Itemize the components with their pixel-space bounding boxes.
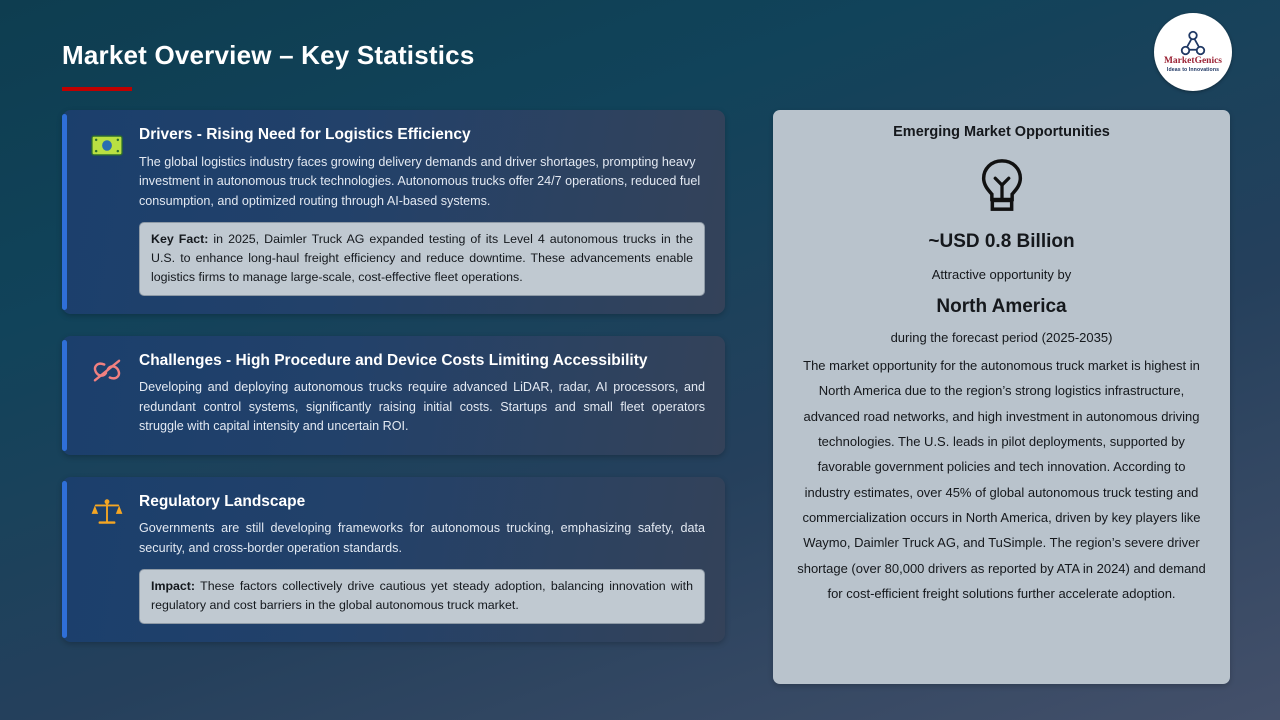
panel-title: Emerging Market Opportunities: [893, 124, 1110, 140]
card-title: Drivers - Rising Need for Logistics Efficiency: [139, 126, 471, 143]
forecast-period: during the forecast period (2025-2035): [890, 330, 1113, 345]
callout-label: Impact:: [151, 579, 196, 594]
card-regulatory: [62, 477, 725, 642]
title-underline-accent: [62, 87, 132, 91]
callout-text: in 2025, Daimler Truck AG expanded testing of its Level 4 autonomous trucks in the U.S. to enhance long-haul freight efficiency and reduce downtime. These advancements enable logistics firms to manage large-scale, cost-effective fleet operations.: [151, 232, 693, 284]
callout-label: Key Fact:: [151, 232, 209, 247]
card-accent-bar: [62, 114, 67, 310]
opportunity-subtitle: Attractive opportunity by: [931, 267, 1072, 282]
card-drivers: [62, 110, 725, 314]
opportunity-value: ~USD 0.8 Billion: [928, 231, 1075, 252]
lightbulb-icon: [976, 158, 1028, 214]
insight-cards-column: [62, 110, 725, 664]
panel-paragraph: The market opportunity for the autonomous truck market is highest in North America due to the region’s strong logistics infrastructure, advanced road networks, and high investment in autonomous driving technologies. The U.S. leads in pilot deployments, supported by favorable government policies and tech innovation. According to industry estimates, over 45% of global autonomous truck testing and commercialization occurs in North America, driven by key players like Waymo, Daimler Truck AG, and TuSimple. The region’s severe driver shortage (over 80,000 drivers as reported by ATA in 2024) and demand for cost-efficient freight solutions further accelerate adoption.: [797, 358, 1206, 602]
balance-scales-icon: [90, 495, 124, 529]
card-accent-bar: [62, 481, 67, 638]
card-title: Challenges - High Procedure and Device Costs Limiting Accessibility: [139, 351, 648, 369]
card-body: Developing and deploying autonomous trucks require advanced LiDAR, radar, AI processors, and redundant control systems, significantly raising initial costs. Startups and small fleet operators struggle with capital intensity and uncertain ROI.: [139, 380, 705, 434]
card-title: Regulatory Landscape: [139, 492, 306, 510]
logo-tagline: Ideas to Innovations: [1166, 67, 1220, 74]
page-title: Market Overview – Key Statistics: [62, 40, 475, 70]
card-body: Governments are still developing frameworks for autonomous trucking, emphasizing safety, data security, and cross-border operation standards.: [139, 521, 705, 555]
opportunity-region: North America: [936, 296, 1067, 317]
impact-callout: [139, 569, 705, 624]
logo-name: MarketGenics: [1163, 56, 1223, 67]
network-nodes-icon: [1178, 30, 1208, 56]
money-banknote-icon: [90, 128, 124, 162]
callout-text: These factors collectively drive cautious yet steady adoption, balancing innovation with regulatory and cost barriers in the global autonomous truck market.: [151, 579, 693, 613]
card-challenges: [62, 336, 725, 455]
card-accent-bar: [62, 340, 67, 451]
company-logo: [1154, 13, 1232, 91]
broken-link-icon: [90, 354, 124, 388]
card-body: The global logistics industry faces growing delivery demands and driver shortages, prompting heavy investment in autonomous truck technologies. Autonomous trucks offer 24/7 operations, reduced fuel consumption, and optimized routing through AI-based systems.: [139, 154, 701, 208]
emerging-opportunities-panel: [773, 110, 1230, 684]
key-fact-callout: [139, 222, 705, 296]
